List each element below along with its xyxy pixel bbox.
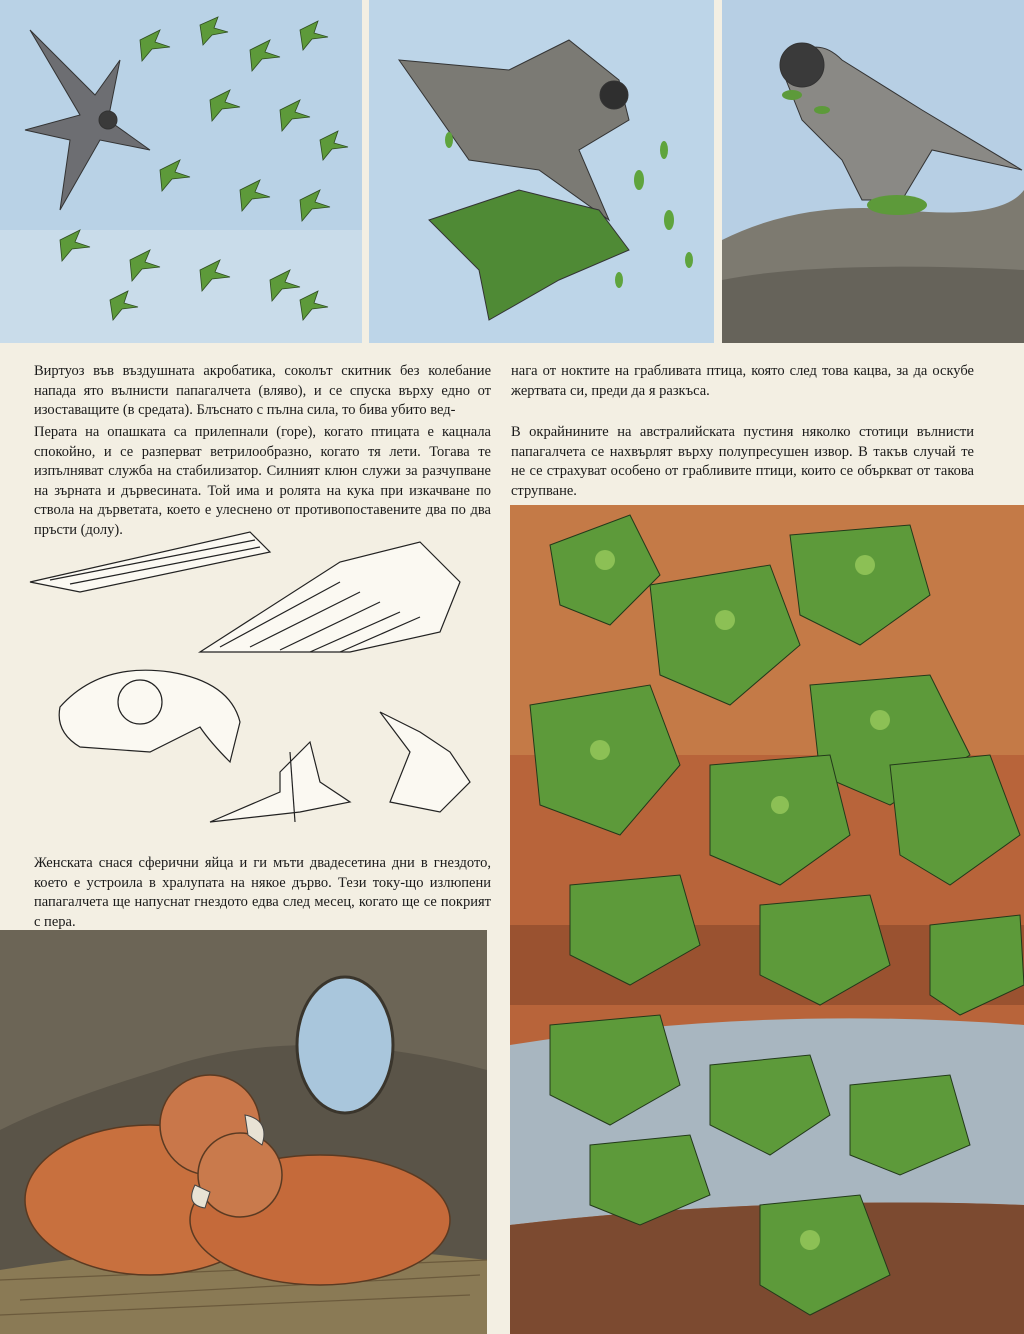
falcon-attack-flock-illustration bbox=[0, 0, 362, 343]
falcon-caption-part2: нага от ноктите на грабливата птица, която след това кацва, за да оскубе жертвата си, преди да я разкъса. bbox=[511, 363, 974, 399]
chicks-in-nest-illustration bbox=[0, 930, 487, 1334]
falcon-strike-illustration bbox=[369, 0, 714, 343]
anatomy-caption: Перата на опашката са прилепнали (горе), когато птицата е кацнала спокойно, и се разперват ветрилообразно, когато тя лети. Тогава те изпълняват служба на стабилизатор. Силният клюн служи за разчупване на зърната и дървесината. Той има и ролята на кука при изкачване по ствола на дърветата, което е улеснено от противопоставените два по два пръсти (долу). bbox=[34, 424, 491, 538]
falcon-caption-part1: Виртуоз във въздушната акробатика, соколът скитник без колебание напада ято вълнисти папагалчета (вляво), и се спуска върху едно от изоставащите (в средата). Блъснато с пълна сила, то бива убито вед- bbox=[34, 363, 491, 418]
desert-caption: В окрайнините на австралийската пустиня няколко стотици вълнисти папагалчета се нахвърлят върху полупресушен извор. В такъв случай те не се страхуват особено от грабливите птици, които се объркват от такова струпване. bbox=[511, 424, 974, 499]
falcon-perched-illustration bbox=[722, 0, 1024, 343]
nest-caption: Женската снася сферични яйца и ги мъти двадесетина дни в гнездото, което е устроила в хралупата на някое дърво. Тези току-що излюпени папагалчета ще напуснат гнездото едва след месец, когато ще се покрият с пера. bbox=[34, 855, 491, 930]
anatomy-drawings bbox=[20, 522, 490, 840]
parakeets-at-desert-spring-illustration bbox=[510, 505, 1024, 1334]
